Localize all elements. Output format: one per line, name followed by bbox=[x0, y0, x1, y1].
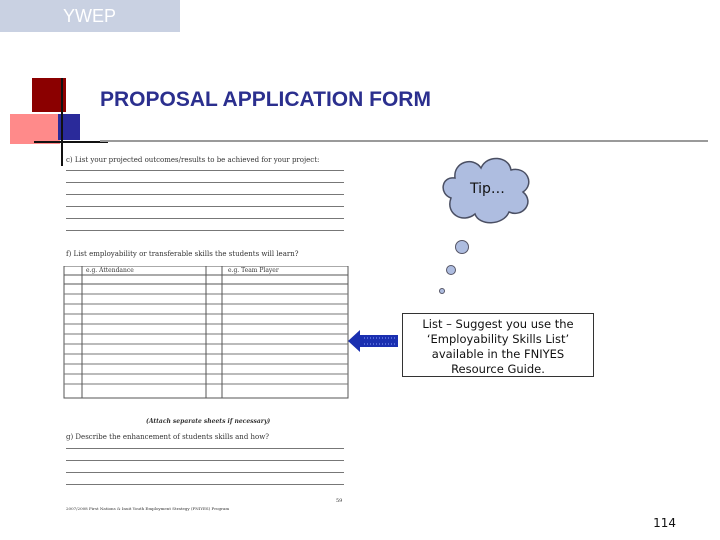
question-f: f) List employability or transferable skills the students will learn? bbox=[66, 250, 299, 258]
title-divider bbox=[100, 140, 708, 142]
callout-line-1: List – Suggest you use the bbox=[422, 317, 574, 331]
form-scan bbox=[60, 150, 360, 515]
callout-line-3: available in the FNIYES bbox=[431, 347, 565, 361]
thought-bubble-large bbox=[455, 240, 469, 254]
callout-line-4: Resource Guide. bbox=[451, 362, 545, 376]
arrow-left-icon bbox=[348, 330, 398, 352]
callout-box bbox=[402, 313, 594, 377]
attach-note: (Attach separate sheets if necessary) bbox=[146, 418, 271, 425]
thought-bubble-medium bbox=[446, 265, 456, 275]
column-1: e.g. Attendance bbox=[86, 267, 134, 274]
tip-label: Tip… bbox=[470, 181, 505, 197]
header-tab-label: YWEP bbox=[63, 6, 117, 26]
form-page-number: 59 bbox=[336, 498, 343, 504]
callout-line-2: ‘Employability Skills List’ bbox=[426, 332, 570, 346]
question-g: g) Describe the enhancement of students skills and how? bbox=[66, 433, 269, 441]
question-c: c) List your projected outcomes/results to be achieved for your project: bbox=[66, 156, 320, 164]
skills-table bbox=[60, 266, 360, 416]
header-tab bbox=[0, 0, 180, 32]
page-number: 114 bbox=[653, 516, 676, 530]
column-2: e.g. Team Player bbox=[228, 267, 279, 274]
thought-bubble-small bbox=[439, 288, 445, 294]
page-title: PROPOSAL APPLICATION FORM bbox=[100, 88, 431, 111]
form-footer: 2007/2008 First Nations & Inuit Youth Employment Strategy (FNIYES) Program bbox=[66, 506, 230, 511]
